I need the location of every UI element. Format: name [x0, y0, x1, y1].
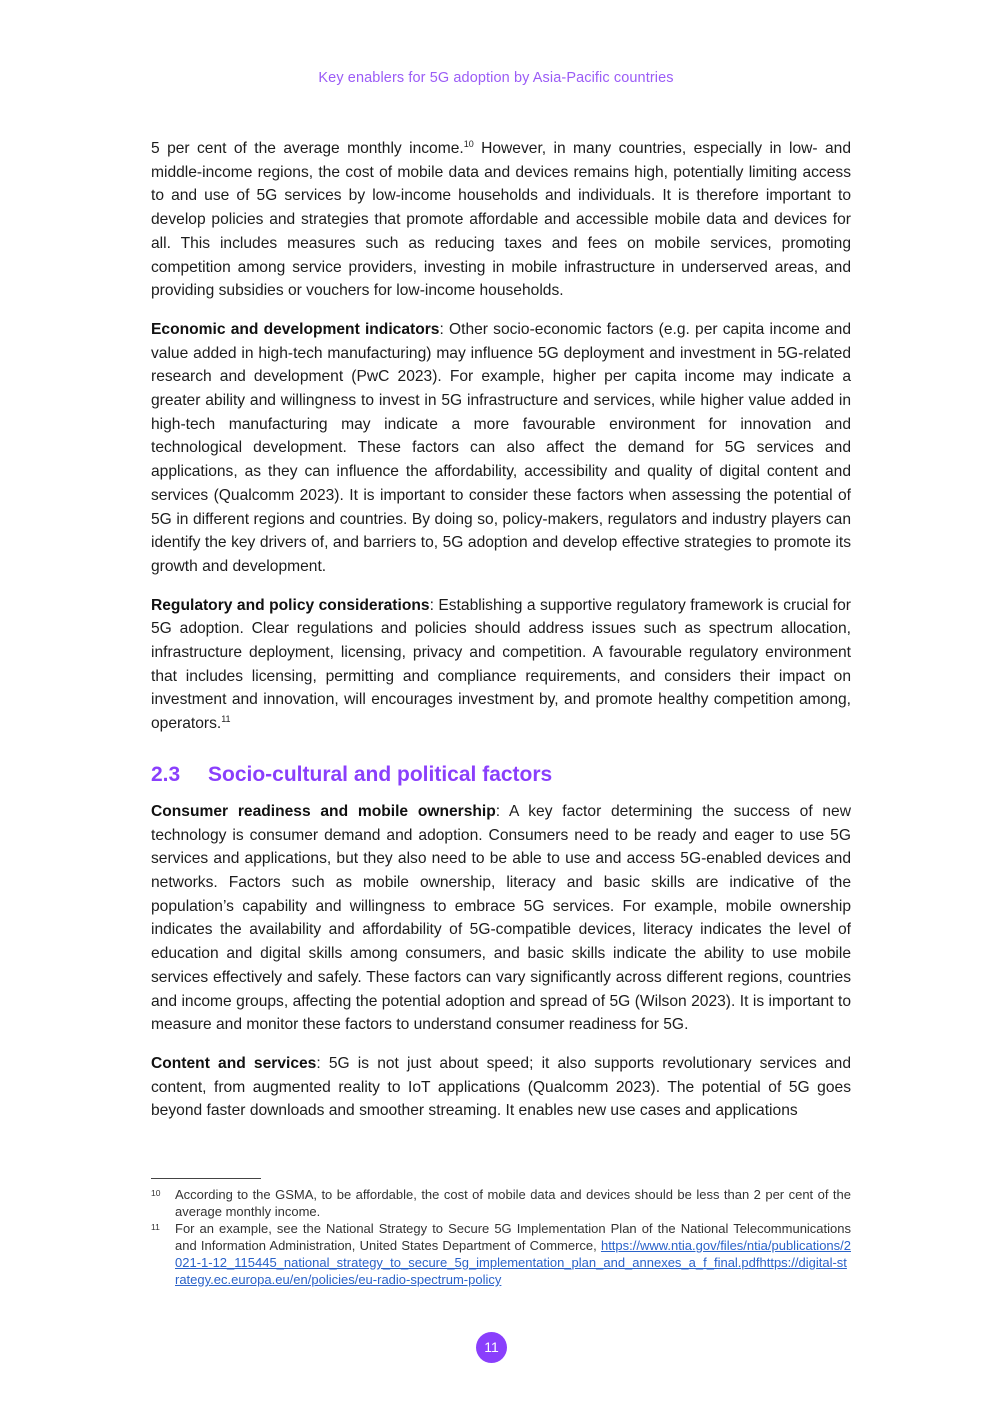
footnote-ref-11[interactable]: 11 — [221, 713, 231, 724]
paragraph-text: 5 per cent of the average monthly income. — [151, 140, 464, 157]
running-header: Key enablers for 5G adoption by Asia-Pacific countries — [318, 70, 674, 86]
footnote-ref-10[interactable]: 10 — [463, 138, 474, 149]
paragraph-heading: Regulatory and policy considerations — [151, 596, 430, 614]
paragraph-affordability — [151, 137, 851, 303]
footnote-divider — [151, 1178, 261, 1179]
section-heading — [151, 762, 851, 788]
footnote-number: 10 — [151, 1188, 161, 1198]
page-number-badge: 11 — [476, 1332, 507, 1363]
paragraph-economic-indicators — [151, 318, 851, 579]
paragraph-text: : Establishing a supportive regulatory framework is crucial for 5G adoption. Clear regulations and policies should address issues such as spectrum allocation, infrastructure deployment, licensing, privacy and competition. A favourable regulatory environment that includes licensing, permitting and compliance requirements, and considers their impact on investment and innovation, will encourages investment by, and promote healthy competition among, operators. — [151, 596, 851, 733]
footnote-11 — [151, 1220, 851, 1288]
footnote-link[interactable]: https://www.ntia.gov/files/ntia/publications/2021-1-12_115445_national_strategy_to_secure_5g_implementation_plan_and_annexes_a_f_final.pdfhttps://digital-strategy.ec.europa.eu/en/policies/eu-radio-spectrum-policy — [175, 1238, 851, 1287]
paragraph-heading: Economic and development indicators — [151, 320, 440, 338]
paragraph-text: : A key factor determining the success of new technology is consumer demand and adoption. Consumers need to be ready and eager to use 5G services and applications, but they also need to be able to use and access 5G-enabled devices and networks. Factors such as mobile ownership, literacy and basic skills are indicative of the population’s capability and willingness to embrace 5G services. For example, mobile ownership indicates the availability and affordability of 5G-compatible devices, literacy indicates the level of education and digital skills among consumers, and basic skills indicate the ability to use mobile services effectively and safely. These factors can vary significantly across different regions, countries and income groups, affecting the potential adoption and spread of 5G (Wilson 2023). It is important to measure and monitor these factors to understand consumer readiness for 5G. — [151, 802, 851, 1034]
footnote-text: According to the GSMA, to be affordable, the cost of mobile data and devices should be less than 2 per cent of the average monthly income. — [175, 1187, 851, 1219]
paragraph-content-services — [151, 1052, 851, 1123]
section-title: Socio-cultural and political factors — [208, 762, 553, 786]
footnote-body — [175, 1220, 851, 1288]
footnotes — [151, 1186, 851, 1288]
paragraph-consumer-readiness — [151, 800, 851, 1037]
paragraph-text: : 5G is not just about speed; it also supports revolutionary services and content, from augmented reality to IoT applications (Qualcomm 2023). The potential of 5G goes beyond faster downloads and smoother streaming. It enables new use cases and applications — [151, 1054, 851, 1120]
paragraph-regulatory — [151, 594, 851, 736]
paragraph-heading: Consumer readiness and mobile ownership — [151, 802, 496, 820]
footnote-text: For an example, see the National Strategy to Secure 5G Implementation Plan of the National Telecommunications and Information Administration, United States Department of Commerce, — [175, 1221, 851, 1253]
paragraph-heading: Content and services — [151, 1054, 317, 1072]
paragraph-text: However, in many countries, especially in low- and middle-income regions, the cost of mobile data and devices remains high, potentially limiting access to and use of 5G services by low-income households and individuals. It is therefore important to develop policies and strategies that promote affordable and accessible mobile data and devices for all. This includes measures such as reducing taxes and fees on mobile services, promoting competition among service providers, investing in mobile infrastructure in underserved areas, and providing subsidies or vouchers for low-income households. — [151, 140, 851, 300]
section-number: 2.3 — [151, 762, 181, 786]
footnote-number: 11 — [151, 1222, 160, 1232]
paragraph-text: : Other socio-economic factors (e.g. per capita income and value added in high-tech manufacturing) may influence 5G deployment and investment in 5G-related research and development (PwC 2023). For example, higher per capita income may indicate a greater ability and willingness to invest in 5G infrastructure and services, while higher value added in high-tech manufacturing may indicate a more favourable environment for innovation and technological development. These factors can also affect the demand for 5G services and applications, as they can influence the affordability, accessibility and quality of digital content and services (Qualcomm 2023). It is important to consider these factors when assessing the potential of 5G in different regions and countries. By doing so, policy-makers, regulators and industry players can identify the key drivers of, and barriers to, 5G adoption and develop effective strategies to promote its growth and development. — [151, 320, 851, 575]
main-content — [151, 137, 851, 1138]
footnote-10 — [151, 1186, 851, 1220]
